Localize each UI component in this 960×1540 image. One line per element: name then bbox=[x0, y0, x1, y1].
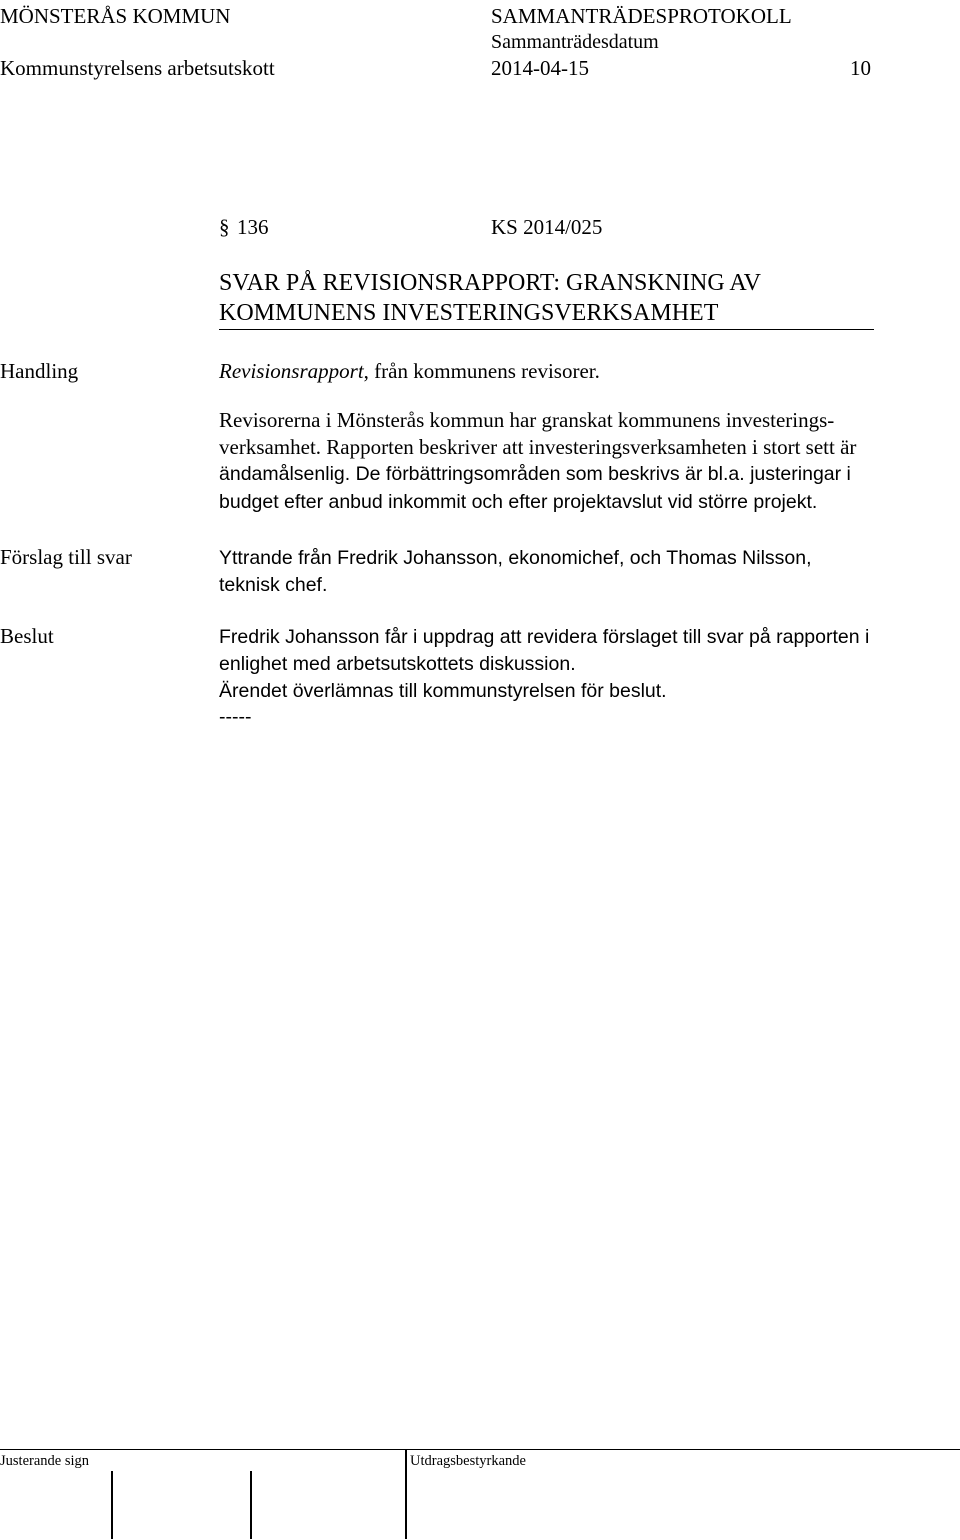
meeting-date: 2014-04-15 bbox=[491, 56, 589, 80]
document-type: SAMMANTRÄDESPROTOKOLL bbox=[491, 4, 792, 28]
forslag-label: Förslag till svar bbox=[0, 545, 132, 569]
justerande-sign-label: Justerande sign bbox=[0, 1453, 89, 1469]
forslag-line-2: teknisk chef. bbox=[219, 574, 328, 596]
committee-name: Kommunstyrelsens arbetsutskott bbox=[0, 56, 275, 80]
item-title-line1: SVAR PÅ REVISIONSRAPPORT: GRANSKNING AV bbox=[219, 270, 761, 296]
municipality-name: MÖNSTERÅS KOMMUN bbox=[0, 4, 231, 28]
meeting-date-label: Sammanträdesdatum bbox=[491, 31, 659, 53]
case-number: KS 2014/025 bbox=[491, 215, 603, 239]
end-marker: ----- bbox=[219, 706, 252, 728]
intro-line-2: verksamhet. Rapporten beskriver att investeringsverksamheten i stort sett är bbox=[219, 435, 857, 459]
handling-document-source: , från kommunens revisorer. bbox=[363, 359, 600, 383]
page-number: 10 bbox=[850, 56, 871, 80]
paragraph-symbol: § bbox=[219, 215, 230, 239]
intro-line-1: Revisorerna i Mönsterås kommun har granskat kommunens investerings- bbox=[219, 408, 835, 432]
footer-rule bbox=[0, 1449, 960, 1450]
utdragsbestyrkande-label: Utdragsbestyrkande bbox=[410, 1453, 526, 1469]
handling-document bbox=[219, 359, 600, 384]
beslut-line-3: Ärendet överlämnas till kommunstyrelsen för beslut. bbox=[219, 680, 667, 702]
beslut-line-1: Fredrik Johansson får i uppdrag att revidera förslaget till svar på rapporten i bbox=[219, 626, 870, 648]
intro-line-3: ändamålsenlig. De förbättringsområden som beskrivs är bl.a. justeringar i bbox=[219, 463, 851, 485]
beslut-label: Beslut bbox=[0, 624, 54, 648]
intro-line-4: budget efter anbud inkommit och efter projektavslut vid större projekt. bbox=[219, 491, 818, 513]
item-title-line2: KOMMUNENS INVESTERINGSVERKSAMHET bbox=[219, 300, 719, 326]
signature-box-divider-3 bbox=[405, 1449, 407, 1539]
item-number: 136 bbox=[237, 215, 269, 239]
handling-document-title: Revisionsrapport bbox=[219, 359, 364, 383]
title-underline bbox=[219, 329, 874, 330]
signature-box-divider-2 bbox=[250, 1471, 252, 1539]
signature-box-divider-1 bbox=[111, 1471, 113, 1539]
handling-label: Handling bbox=[0, 359, 79, 383]
forslag-line-1: Yttrande från Fredrik Johansson, ekonomichef, och Thomas Nilsson, bbox=[219, 547, 812, 569]
beslut-line-2: enlighet med arbetsutskottets diskussion. bbox=[219, 653, 576, 675]
